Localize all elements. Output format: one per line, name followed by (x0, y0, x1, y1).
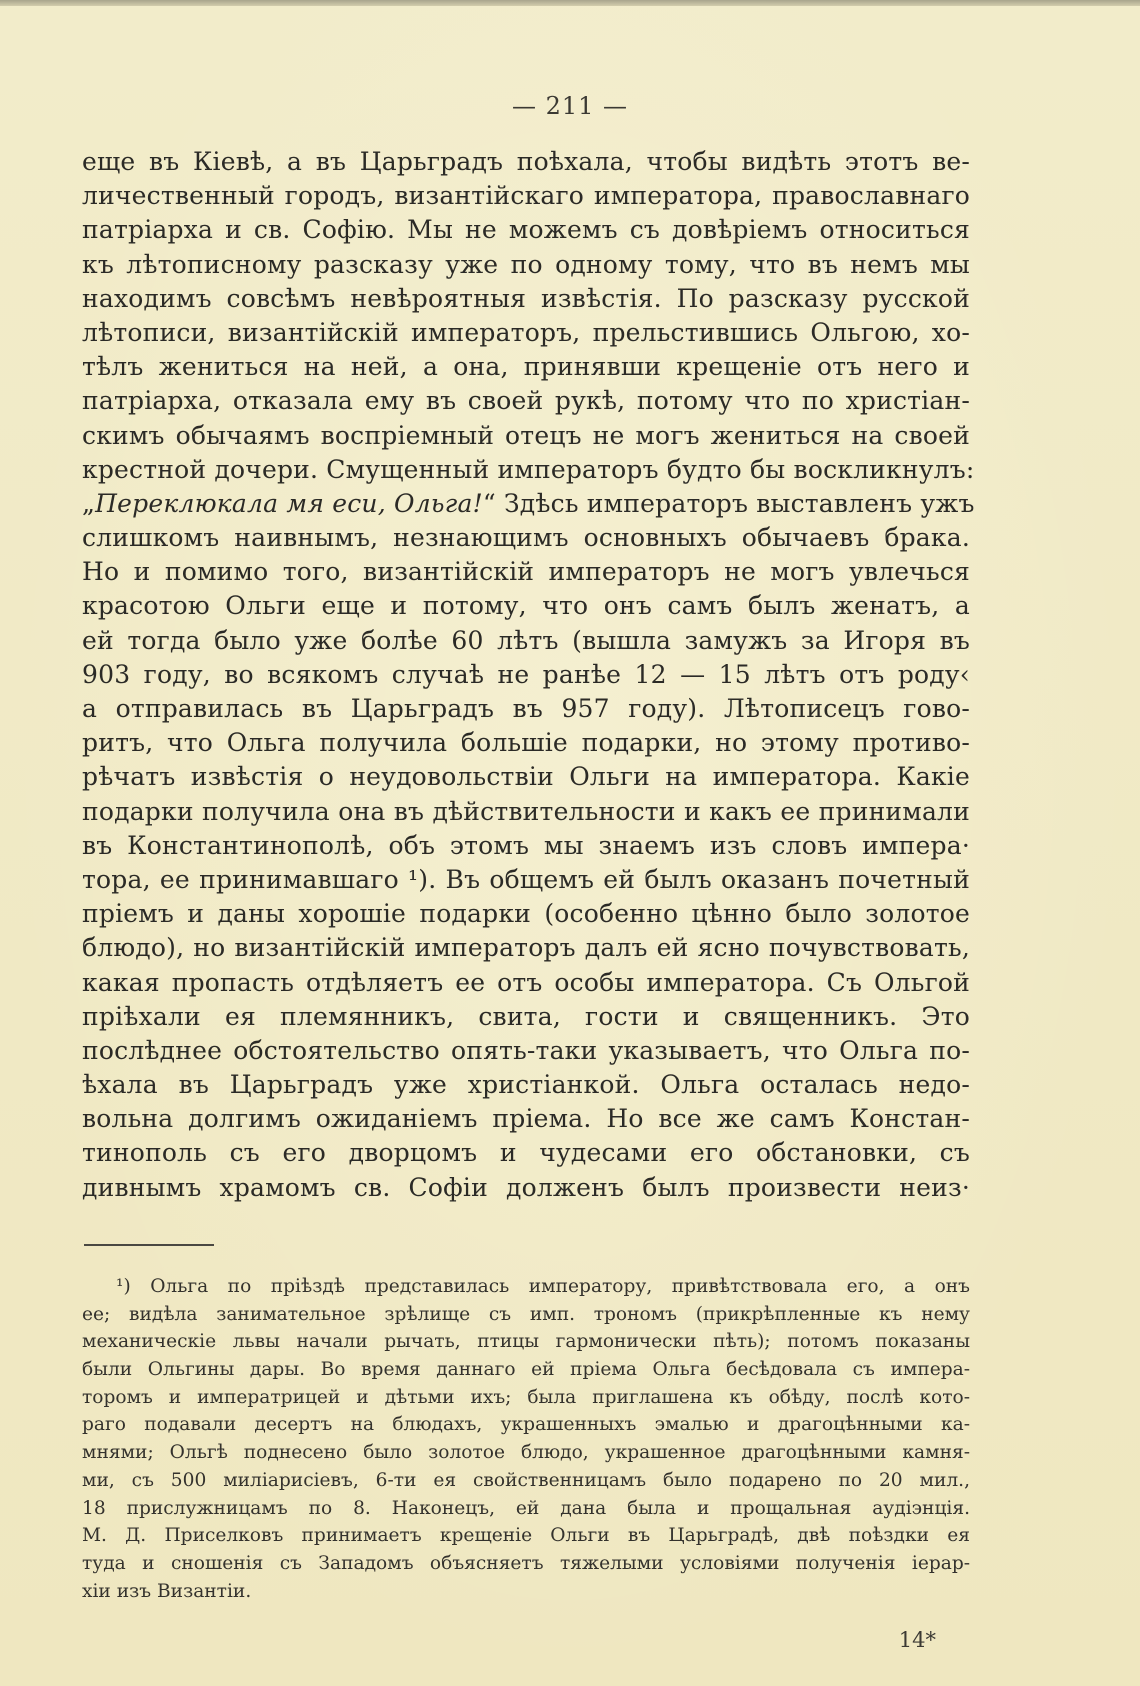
text-line: слишкомъ наивнымъ, незнающимъ основныхъ обычаевъ брака. (82, 523, 970, 553)
footnote-block (82, 1273, 970, 1605)
footnote-line: ми, съ 500 миліарисіевъ, 6-ти ея свойственницамъ было подарено по 20 мил., (82, 1469, 970, 1491)
quote-line-rest: Здѣсь императоръ выставленъ ужъ (495, 488, 975, 518)
text-line: патріарха и св. Софію. Мы не можемъ съ довѣріемъ относиться (82, 215, 970, 245)
text-line: а отправилась въ Царьградъ въ 957 году). Лѣтописецъ гово- (82, 694, 970, 723)
text-line: Но и помимо того, византійскій императоръ не могъ увлечься (82, 557, 970, 587)
close-quote: “ (482, 488, 496, 518)
footnote-line: туда и сношенія съ Западомъ объясняетъ тяжелыми условіями полученія іерар- (82, 1552, 970, 1574)
footnote-line: механическіе львы начали рычать, птицы гармонически пѣть); потомъ показаны (82, 1331, 970, 1353)
footnote-line: хіи изъ Византіи. (82, 1580, 252, 1602)
text-line: пріѣхали ея племянникъ, свита, гости и священникъ. Это (82, 1001, 970, 1031)
footnote-line: мнями; Ольгѣ поднесено было золотое блюдо, украшенное драгоцѣнными камня- (82, 1442, 970, 1464)
text-line: ей тогда было уже болѣе 60 лѣтъ (вышла замужъ за Игоря въ (82, 625, 970, 655)
top-edge-rule (0, 0, 1140, 6)
text-line: крестной дочери. Смущенный императоръ будто бы воскликнулъ: (82, 454, 975, 484)
text-line: къ лѣтописному разсказу уже по одному тому, что въ немъ мы (82, 249, 970, 279)
text-line: тора, ее принимавшаго ¹). Въ общемъ ей былъ оказанъ почетный (82, 864, 970, 894)
text-line: патріарха, отказала ему въ своей рукѣ, потому что по христіан- (82, 386, 970, 416)
text-line: ѣхала въ Царьградъ уже христіанкой. Ольга осталась недо- (82, 1070, 970, 1100)
text-line: лѣтописи, византійскій императоръ, прельстившись Ольгою, хо- (82, 317, 970, 347)
quote-line (82, 487, 975, 521)
footnote-line: М. Д. Приселковъ принимаетъ крещеніе Ольги въ Царьградѣ, двѣ поѣздки ея (82, 1525, 970, 1547)
main-text-body (82, 145, 975, 1205)
italic-quote: Переклюкала мя еси, Ольга! (95, 488, 483, 518)
text-line: вольна долгимъ ожиданіемъ пріема. Но все же самъ Констан- (82, 1104, 970, 1134)
text-line: послѣднее обстоятельство опять-таки указываетъ, что Ольга по- (82, 1035, 970, 1065)
text-line: въ Константинополѣ, объ этомъ мы знаемъ изъ словъ импера· (82, 830, 970, 860)
footnote-line: торомъ и императрицей и дѣтьми ихъ; была приглашена къ обѣду, послѣ кото- (82, 1386, 970, 1408)
footnote-line: раго подавали десертъ на блюдахъ, украшенныхъ эмалью и драгоцѣнными ка- (82, 1414, 970, 1436)
text-line: рѣчатъ извѣстія о неудовольствіи Ольги на императора. Какіе (82, 762, 970, 792)
text-line: дивнымъ храмомъ св. Софіи долженъ былъ произвести неиз· (82, 1172, 970, 1202)
text-line: блюдо), но византійскій императоръ далъ ей ясно почувствовать, (82, 933, 970, 963)
text-line: красотою Ольги еще и потому, что онъ самъ былъ женатъ, а (82, 591, 970, 621)
text-line: находимъ совсѣмъ невѣроятныя извѣстія. По разсказу русской (82, 283, 970, 313)
open-quote: „ (82, 488, 96, 518)
page-number: — 211 — (511, 92, 629, 120)
text-line: пріемъ и даны хорошіе подарки (особенно цѣнно было золотое (82, 899, 970, 929)
footnote-line: 18 прислужницамъ по 8. Наконецъ, ей дана была и прощальная аудіэнція. (82, 1497, 970, 1519)
text-line: еще въ Кіевѣ, а въ Царьградъ поѣхала, чтобы видѣть этотъ ве- (82, 147, 970, 176)
text-line: личественный городъ, византійскаго императора, православнаго (82, 181, 970, 211)
text-line: ритъ, что Ольга получила большіе подарки, но этому противо- (82, 728, 970, 758)
footnote-line: были Ольгины дары. Во время даннаго ей пріема Ольга бесѣдовала съ импера- (82, 1359, 970, 1381)
text-line: скимъ обычаямъ воспріемный отецъ не могъ жениться на своей (82, 420, 970, 450)
footnote-separator (84, 1244, 214, 1246)
text-line: какая пропасть отдѣляетъ ее отъ особы императора. Съ Ольгой (82, 967, 970, 997)
text-line: 903 году, во всякомъ случаѣ не ранѣе 12 — 15 лѣтъ отъ роду‹ (82, 659, 970, 689)
text-line: тѣлъ жениться на ней, а она, принявши крещеніе отъ него и (82, 352, 970, 382)
text-line: тинополь съ его дворцомъ и чудесами его обстановки, съ (82, 1138, 970, 1168)
footnote-line: ее; видѣла занимательное зрѣлище съ имп. трономъ (прикрѣпленные къ нему (82, 1303, 970, 1325)
footnote-line: ¹) Ольга по пріѣздѣ представилась императору, привѣтствовала его, а онъ (116, 1276, 970, 1297)
printer-signature-mark: 14* (898, 1628, 936, 1652)
text-line: подарки получила она въ дѣйствительности и какъ ее принимали (82, 796, 970, 826)
